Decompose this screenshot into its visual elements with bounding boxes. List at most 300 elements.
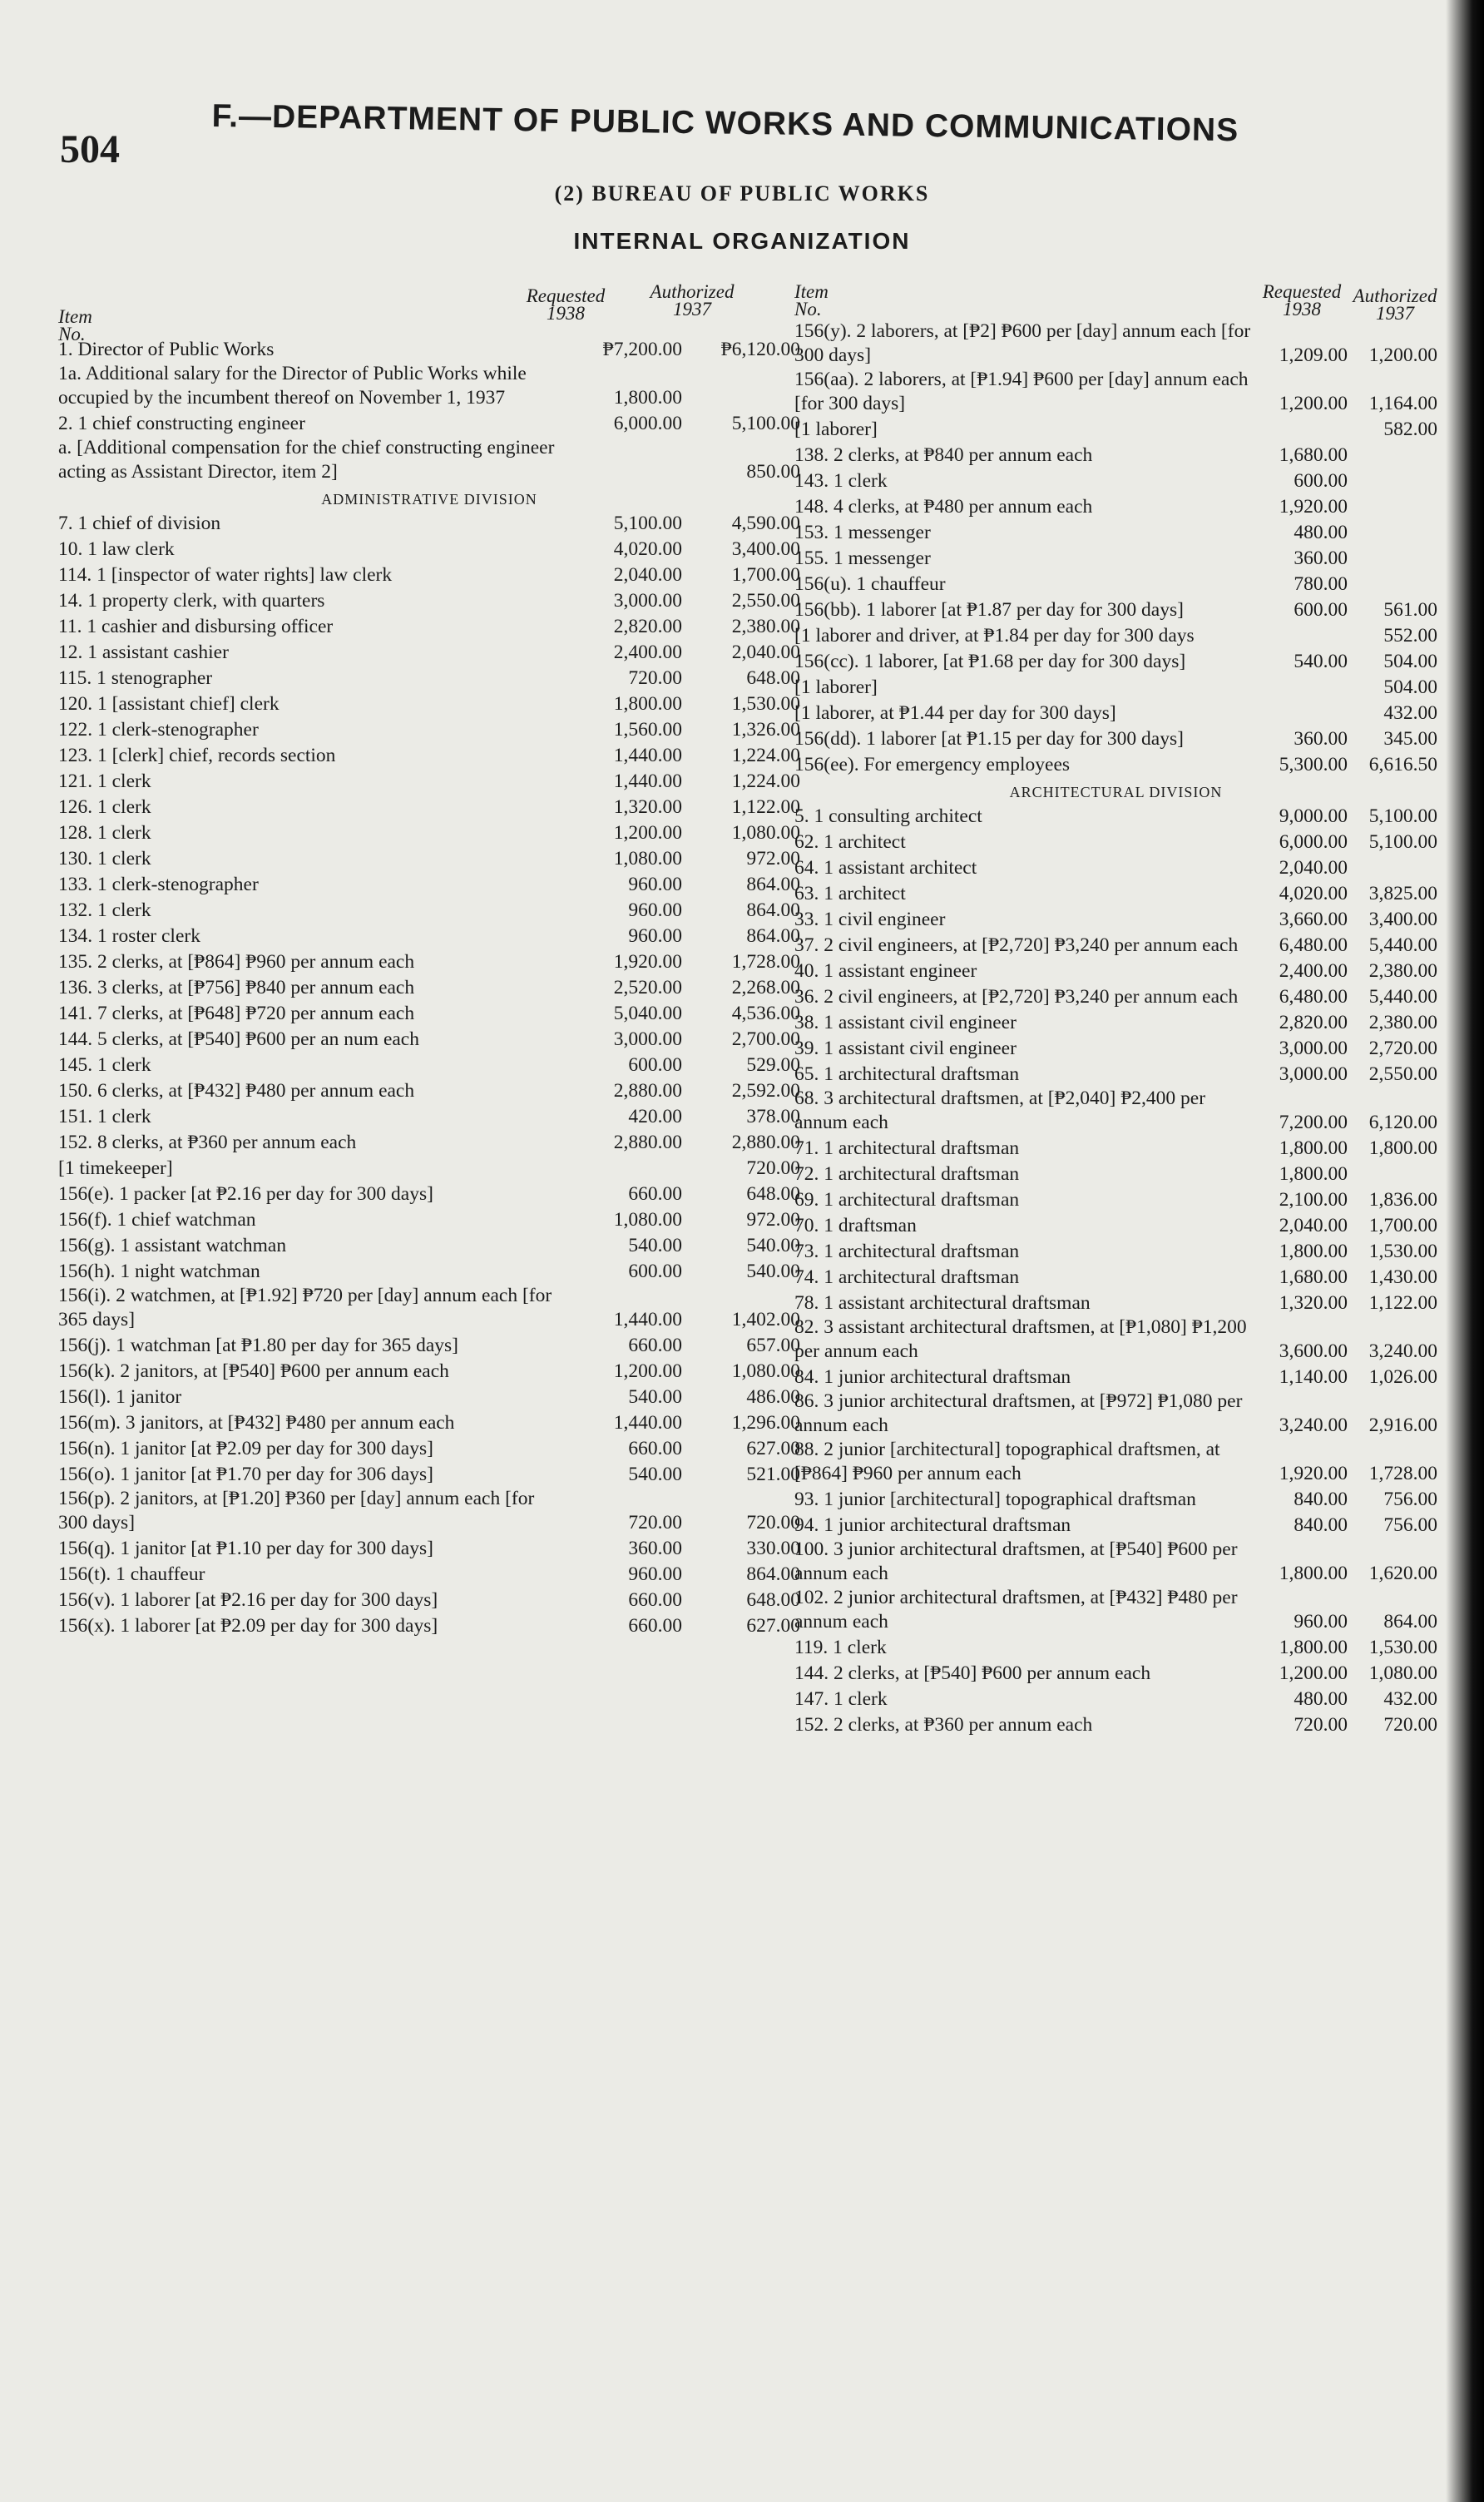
requested-amount: 660.00 [628,1589,682,1611]
right-table-row [794,700,1437,726]
requested-amount: 4,020.00 [1279,883,1348,904]
item-description: 138. 2 clerks, at ₱840 per annum each [794,444,1093,466]
left-table-row [58,1181,800,1206]
right-table-row [794,1087,1437,1135]
item-description: 5. 1 consulting architect [794,805,982,827]
item-description: 156(q). 1 janitor [at ₱1.10 per day for 300 days] [58,1538,433,1559]
requested-amount: 1,560.00 [613,719,682,741]
item-description: 156(e). 1 packer [at ₱2.16 per day for 300 days] [58,1183,433,1205]
authorized-amount: 3,825.00 [1368,883,1437,904]
authorized-amount: 2,592.00 [731,1080,800,1102]
right-column-table [794,320,1437,1737]
item-description: 115. 1 stenographer [58,667,213,689]
right-table-row [794,1586,1437,1634]
requested-amount: 1,800.00 [1279,1163,1348,1185]
item-description: 132. 1 clerk [58,899,151,921]
left-item-header: Item No. [58,306,92,344]
requested-amount: 2,040.00 [1279,1215,1348,1236]
authorized-amount: 1,728.00 [731,951,800,973]
left-table-row [58,1129,800,1155]
left-table-row [58,436,800,484]
requested-amount: 360.00 [628,1538,682,1559]
authorized-amount: 561.00 [1383,599,1437,621]
left-table-row [58,1206,800,1232]
item-description: 64. 1 assistant architect [794,857,977,879]
right-table-row [794,368,1437,416]
item-description: [1 laborer] [794,676,878,698]
item-description: 156(cc). 1 laborer, [at ₱1.68 per day for 300 days] [794,651,1186,672]
item-description: a. [Additional compensation for the chief constructing engineer acting as Assistant Director, item 2] [58,437,555,483]
requested-amount: 540.00 [628,1386,682,1408]
authorized-amount: 5,440.00 [1368,934,1437,956]
requested-amount: 540.00 [1294,651,1348,672]
requested-amount: 600.00 [1294,599,1348,621]
right-table-row [794,1712,1437,1737]
item-description: 119. 1 clerk [794,1637,887,1658]
item-description: 123. 1 [clerk] chief, records section [58,745,336,766]
authorized-amount: 552.00 [1383,625,1437,647]
item-description: 144. 2 clerks, at [₱540] ₱600 per annum each [794,1662,1151,1684]
authorized-amount: 1,530.00 [731,693,800,715]
item-description: 156(n). 1 janitor [at ₱2.09 per day for 300 days] [58,1438,433,1459]
left-table-row [58,949,800,974]
left-table-row [58,1332,800,1358]
left-table-row [58,1078,800,1103]
item-description: 156(x). 1 laborer [at ₱2.09 per day for 300 days] [58,1615,438,1637]
right-table-row [794,1512,1437,1538]
item-description: 156(o). 1 janitor [at ₱1.70 per day for 306 days] [58,1464,433,1485]
requested-amount: 1,440.00 [613,1309,682,1330]
item-description: 126. 1 clerk [58,796,151,818]
authorized-amount: 1,700.00 [731,564,800,586]
authorized-amount: 720.00 [746,1157,800,1179]
authorized-amount: 540.00 [746,1235,800,1256]
item-description: 156(k). 2 janitors, at [₱540] ₱600 per annum each [58,1360,449,1382]
requested-amount: 1,800.00 [613,693,682,715]
item-description: 38. 1 assistant civil engineer [794,1012,1017,1033]
authorized-amount: 432.00 [1383,702,1437,724]
authorized-amount: 2,040.00 [731,642,800,663]
item-description: 156(i). 2 watchmen, at [₱1.92] ₱720 per [day] annum each [for 365 days] [58,1285,552,1330]
right-table-row [794,1390,1437,1438]
requested-amount: 1,920.00 [1279,1463,1348,1484]
requested-amount: 1,680.00 [1279,444,1348,466]
authorized-amount: 1,224.00 [731,770,800,792]
authorized-amount: 6,120.00 [1368,1112,1437,1133]
requested-amount: 1,200.00 [1279,1662,1348,1684]
requested-amount: 840.00 [1294,1489,1348,1510]
requested-amount: 2,040.00 [613,564,682,586]
left-table-row [58,1561,800,1587]
item-description: 65. 1 architectural draftsman [794,1063,1020,1085]
authorized-amount: 720.00 [1383,1714,1437,1736]
requested-amount: 480.00 [1294,1688,1348,1710]
requested-amount: 960.00 [1294,1611,1348,1632]
authorized-amount: 1,026.00 [1368,1366,1437,1388]
requested-amount: 2,520.00 [613,977,682,998]
requested-amount: 2,400.00 [613,642,682,663]
authorized-amount: 521.00 [746,1464,800,1485]
item-description: 71. 1 architectural draftsman [794,1137,1020,1159]
requested-amount: 9,000.00 [1279,805,1348,827]
item-description: 14. 1 property clerk, with quarters [58,590,325,612]
authorized-amount: 2,720.00 [1368,1038,1437,1059]
right-authorized-header: Authorized 1937 [1353,285,1437,324]
authorized-amount: 648.00 [746,667,800,689]
authorized-amount: 486.00 [746,1386,800,1408]
authorized-amount: 648.00 [746,1589,800,1611]
right-table-row [794,751,1437,777]
right-table-row [794,493,1437,519]
item-description: 12. 1 assistant cashier [58,642,229,663]
authorized-amount: 1,800.00 [1368,1137,1437,1159]
authorized-amount: 2,550.00 [731,590,800,612]
authorized-amount: 5,440.00 [1368,986,1437,1008]
item-description: 100. 3 junior architectural draftsmen, at [₱540] ₱600 per annum each [794,1538,1238,1584]
authorized-amount: 627.00 [746,1615,800,1637]
requested-amount: 600.00 [1294,470,1348,492]
right-table-row [794,726,1437,751]
requested-amount: 1,080.00 [613,1209,682,1231]
authorized-amount: 1,080.00 [731,822,800,844]
requested-amount: 3,000.00 [1279,1038,1348,1059]
requested-amount: 2,820.00 [1279,1012,1348,1033]
requested-amount: 2,400.00 [1279,960,1348,982]
right-table-row [794,932,1437,958]
authorized-amount: 864.00 [746,899,800,921]
left-table-row [58,613,800,639]
item-description: 1. Director of Public Works [58,339,275,360]
right-table-row [794,1161,1437,1187]
authorized-amount: 864.00 [746,1563,800,1585]
authorized-amount: 1,224.00 [731,745,800,766]
left-table-row [58,1384,800,1410]
requested-amount: 600.00 [628,1261,682,1282]
authorized-amount: 3,400.00 [1368,909,1437,930]
item-description: 152. 8 clerks, at ₱360 per annum each [58,1132,357,1153]
item-description: 143. 1 clerk [794,470,888,492]
requested-amount: 5,100.00 [613,513,682,534]
right-table-row [794,1290,1437,1315]
authorized-amount: 2,268.00 [731,977,800,998]
item-description: 7. 1 chief of division [58,513,221,534]
authorized-amount: 6,616.50 [1368,754,1437,775]
item-description: 2. 1 chief constructing engineer [58,413,305,434]
requested-amount: 720.00 [628,1512,682,1533]
item-description: 147. 1 clerk [794,1688,888,1710]
authorized-amount: 1,836.00 [1368,1189,1437,1211]
item-description: 40. 1 assistant engineer [794,960,977,982]
item-description: 156(m). 3 janitors, at [₱432] ₱480 per annum each [58,1412,455,1434]
requested-amount: 1,440.00 [613,745,682,766]
requested-amount: ₱7,200.00 [602,339,682,360]
authorized-amount: 1,700.00 [1368,1215,1437,1236]
item-description: [1 laborer] [794,419,878,440]
requested-amount: 2,880.00 [613,1132,682,1153]
authorized-amount: 627.00 [746,1438,800,1459]
authorized-amount: 864.00 [746,925,800,947]
authorized-amount: 378.00 [746,1106,800,1127]
authorized-amount: 1,080.00 [731,1360,800,1382]
left-table-row [58,562,800,587]
requested-amount: 1,800.00 [1279,1137,1348,1159]
authorized-amount: 2,700.00 [731,1028,800,1050]
requested-amount: 3,000.00 [1279,1063,1348,1085]
bureau-title: (2) BUREAU OF PUBLIC WORKS [554,181,930,206]
requested-amount: 2,820.00 [613,616,682,637]
authorized-amount: 657.00 [746,1335,800,1356]
left-section-heading: ADMINISTRATIVE DIVISION [321,491,537,508]
item-description: 145. 1 clerk [58,1054,151,1076]
right-table-row [794,958,1437,983]
requested-amount: 600.00 [628,1054,682,1076]
item-description: 156(h). 1 night watchman [58,1261,260,1282]
requested-amount: 1,200.00 [613,1360,682,1382]
requested-amount: 960.00 [628,899,682,921]
authorized-amount: 1,326.00 [731,719,800,741]
requested-amount: 6,000.00 [613,413,682,434]
requested-amount: 2,040.00 [1279,857,1348,879]
item-description: 114. 1 [inspector of water rights] law clerk [58,564,393,586]
right-table-row [794,1238,1437,1264]
right-table-row [794,983,1437,1009]
right-table-row [794,1212,1437,1238]
item-description: 130. 1 clerk [58,848,151,870]
item-description: 73. 1 architectural draftsman [794,1241,1020,1262]
requested-amount: 360.00 [1294,728,1348,750]
right-table-row [794,545,1437,571]
left-table-row [58,974,800,1000]
left-table-row [58,897,800,923]
item-description: 33. 1 civil engineer [794,909,946,930]
requested-amount: 5,300.00 [1279,754,1348,775]
requested-amount: 660.00 [628,1615,682,1637]
item-description: 133. 1 clerk-stenographer [58,874,259,895]
item-description: 37. 2 civil engineers, at [₱2,720] ₱3,240 per annum each [794,934,1239,956]
left-table-row [58,362,800,410]
left-table-row [58,768,800,794]
requested-amount: 1,920.00 [1279,496,1348,518]
authorized-amount: 1,728.00 [1368,1463,1437,1484]
item-description: 156(l). 1 janitor [58,1386,182,1408]
item-description: 94. 1 junior architectural draftsman [794,1514,1071,1536]
authorized-amount: 330.00 [746,1538,800,1559]
right-table-row [794,1364,1437,1390]
requested-amount: 6,480.00 [1279,986,1348,1008]
authorized-amount: 5,100.00 [1368,831,1437,853]
authorized-amount: 5,100.00 [731,413,800,434]
item-description: 122. 1 clerk-stenographer [58,719,259,741]
item-description: 148. 4 clerks, at ₱480 per annum each [794,496,1093,518]
left-table-row [58,1535,800,1561]
left-table-row [58,691,800,716]
authorized-amount: 3,240.00 [1368,1340,1437,1362]
item-description: 68. 3 architectural draftsmen, at [₱2,040] ₱2,400 per annum each [794,1088,1206,1133]
requested-amount: 4,020.00 [613,538,682,560]
authorized-amount: 2,380.00 [1368,1012,1437,1033]
left-table-row [58,1000,800,1026]
authorized-amount: 756.00 [1383,1514,1437,1536]
requested-amount: 3,600.00 [1279,1340,1348,1362]
item-description: 70. 1 draftsman [794,1215,917,1236]
right-table-row [794,1315,1437,1364]
authorized-amount: 864.00 [1383,1611,1437,1632]
requested-amount: 7,200.00 [1279,1112,1348,1133]
requested-amount: 1,800.00 [1279,1563,1348,1584]
authorized-amount: 2,880.00 [731,1132,800,1153]
authorized-amount: 432.00 [1383,1688,1437,1710]
item-description: 151. 1 clerk [58,1106,151,1127]
item-description: [1 timekeeper] [58,1157,173,1179]
left-table-row [58,1284,800,1332]
item-description: 88. 2 junior [architectural] topographical draftsmen, at [₱864] ₱960 per annum each [794,1439,1220,1484]
requested-amount: 540.00 [628,1235,682,1256]
left-table-row [58,1410,800,1435]
authorized-amount: 1,296.00 [731,1412,800,1434]
item-description: 121. 1 clerk [58,770,151,792]
right-table-row [794,1538,1437,1586]
right-table-row [794,442,1437,468]
left-table-row [58,1587,800,1613]
left-table-row [58,1103,800,1129]
requested-amount: 960.00 [628,874,682,895]
item-description: 1a. Additional salary for the Director of Public Works while occupied by the incumbent thereof on November 1, 1937 [58,363,527,409]
requested-amount: 1,200.00 [613,822,682,844]
left-table-row [58,1232,800,1258]
item-description: [1 laborer, at ₱1.44 per day for 300 days] [794,702,1116,724]
requested-amount: 1,800.00 [1279,1241,1348,1262]
item-description: 128. 1 clerk [58,822,151,844]
left-table-row [58,410,800,436]
requested-amount: 6,480.00 [1279,934,1348,956]
authorized-amount: ₱6,120.00 [720,339,800,360]
left-table-row [58,1487,800,1535]
authorized-amount: 648.00 [746,1183,800,1205]
item-description: 69. 1 architectural draftsman [794,1189,1020,1211]
left-table-row [58,336,800,362]
right-section-heading: ARCHITECTURAL DIVISION [1009,784,1223,800]
left-table-row [58,536,800,562]
right-table-row [794,906,1437,932]
right-table-row [794,829,1437,855]
requested-amount: 3,000.00 [613,590,682,612]
authorized-amount: 1,200.00 [1368,344,1437,366]
requested-amount: 1,320.00 [1279,1292,1348,1314]
authorized-amount: 2,380.00 [731,616,800,637]
item-description: 134. 1 roster clerk [58,925,200,947]
authorized-amount: 864.00 [746,874,800,895]
authorized-amount: 972.00 [746,848,800,870]
item-description: 36. 2 civil engineers, at [₱2,720] ₱3,240 per annum each [794,986,1239,1008]
requested-amount: 1,200.00 [1279,393,1348,414]
left-table-row [58,742,800,768]
right-table-row [794,320,1437,368]
left-table-row [58,1052,800,1078]
right-table-row [794,597,1437,622]
requested-amount: 360.00 [1294,547,1348,569]
left-table-row [58,794,800,820]
right-table-row [794,880,1437,906]
item-description: 156(y). 2 laborers, at [₱2] ₱600 per [day] annum each [for 300 days] [794,320,1251,366]
item-description: 84. 1 junior architectural draftsman [794,1366,1071,1388]
authorized-amount: 1,122.00 [731,796,800,818]
authorized-amount: 5,100.00 [1368,805,1437,827]
requested-amount: 1,800.00 [1279,1637,1348,1658]
right-table-row [794,648,1437,674]
authorized-amount: 540.00 [746,1261,800,1282]
authorized-amount: 1,530.00 [1368,1637,1437,1658]
requested-amount: 960.00 [628,1563,682,1585]
requested-amount: 1,320.00 [613,796,682,818]
requested-amount: 660.00 [628,1183,682,1205]
authorized-amount: 504.00 [1383,651,1437,672]
right-table-row [794,519,1437,545]
requested-amount: 1,920.00 [613,951,682,973]
authorized-amount: 1,430.00 [1368,1266,1437,1288]
left-table-row [58,1358,800,1384]
item-description: [1 laborer and driver, at ₱1.84 per day for 300 days [794,625,1195,647]
requested-amount: 720.00 [1294,1714,1348,1736]
right-table-row [794,1009,1437,1035]
authorized-amount: 1,530.00 [1368,1241,1437,1262]
item-description: 150. 6 clerks, at [₱432] ₱480 per annum each [58,1080,415,1102]
item-description: 156(j). 1 watchman [at ₱1.80 per day for 365 days] [58,1335,458,1356]
left-table-row [58,871,800,897]
item-description: 39. 1 assistant civil engineer [794,1038,1017,1059]
right-table-row [794,1634,1437,1660]
right-table-row [794,1061,1437,1087]
item-description: 102. 2 junior architectural draftsmen, at [₱432] ₱480 per annum each [794,1587,1238,1632]
requested-amount: 1,209.00 [1279,344,1348,366]
item-description: 156(f). 1 chief watchman [58,1209,256,1231]
item-description: 153. 1 messenger [794,522,931,543]
item-description: 62. 1 architect [794,831,906,853]
item-description: 144. 5 clerks, at [₱540] ₱600 per an num each [58,1028,419,1050]
requested-amount: 3,660.00 [1279,909,1348,930]
left-table-row [58,716,800,742]
requested-amount: 1,440.00 [613,770,682,792]
requested-amount: 3,000.00 [613,1028,682,1050]
right-table-row [794,1035,1437,1061]
left-table-row [58,587,800,613]
item-description: 156(ee). For emergency employees [794,754,1071,775]
item-description: 11. 1 cashier and disbursing officer [58,616,334,637]
right-table-row [794,674,1437,700]
requested-amount: 3,240.00 [1279,1414,1348,1436]
item-description: 156(dd). 1 laborer [at ₱1.15 per day for 300 days] [794,728,1184,750]
left-table-row [58,820,800,845]
right-table-row [794,416,1437,442]
right-table-row [794,1187,1437,1212]
item-description: 86. 3 junior architectural draftsmen, at [₱972] ₱1,080 per annum each [794,1390,1243,1436]
item-description: 93. 1 junior [architectural] topographical draftsman [794,1489,1196,1510]
authorized-amount: 850.00 [746,461,800,483]
requested-amount: 960.00 [628,925,682,947]
right-table-row [794,803,1437,829]
authorized-amount: 1,402.00 [731,1309,800,1330]
requested-amount: 2,880.00 [613,1080,682,1102]
left-table-row [58,1026,800,1052]
item-description: 136. 3 clerks, at [₱756] ₱840 per annum each [58,977,415,998]
item-description: 72. 1 architectural draftsman [794,1163,1020,1185]
left-table-row [58,639,800,665]
page-number: 504 [60,127,120,171]
authorized-amount: 345.00 [1383,728,1437,750]
left-table-row [58,923,800,949]
right-item-header: Item No. [794,281,829,320]
right-table-row [794,1686,1437,1712]
left-authorized-header: Authorized 1937 [650,281,735,320]
